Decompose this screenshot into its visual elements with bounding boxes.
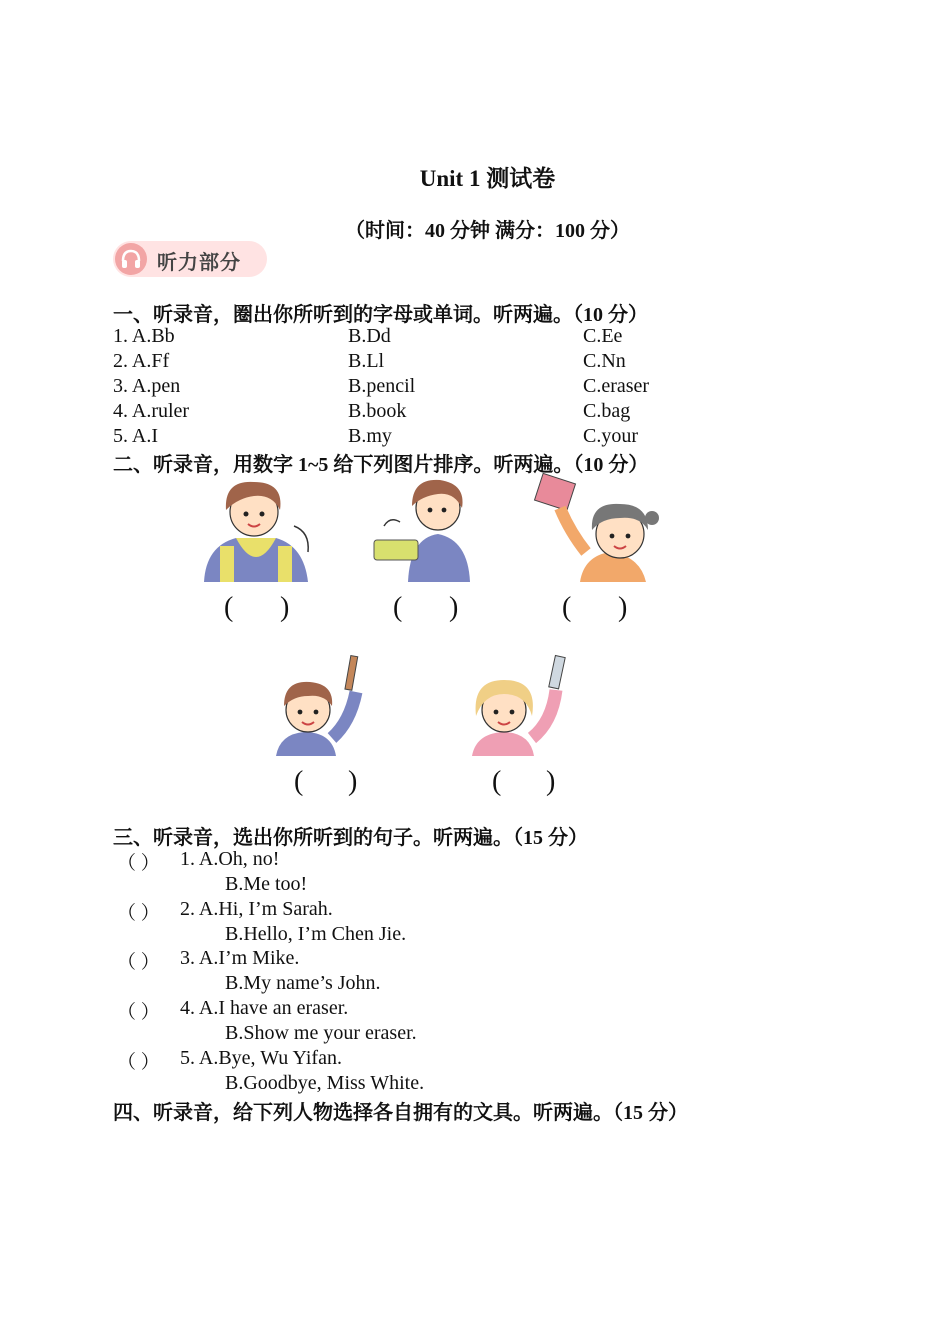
option-b[interactable]: B.pencil [348, 375, 416, 397]
section3-heading: 三、听录音，选出你所听到的句子。听两遍。（15 分） [113, 827, 588, 849]
sentence-option-b: B.My name’s John. [225, 972, 381, 994]
section2-heading: 二、听录音，用数字 1~5 给下列图片排序。听两遍。（10 分） [113, 454, 649, 476]
answer-bracket-close: ) [618, 592, 628, 623]
answer-bracket-close: ) [546, 766, 556, 797]
option-c[interactable]: C.your [583, 425, 638, 447]
sentence-option-a: 4. A.I have an eraser. [180, 997, 349, 1019]
option-a[interactable]: 5. A.I [113, 425, 158, 447]
option-a[interactable]: 1. A.Bb [113, 325, 175, 347]
boy-pencil-illustration [274, 652, 374, 756]
answer-bracket-open[interactable]: ( [393, 592, 403, 623]
answer-bracket-open[interactable]: ( [492, 766, 502, 797]
boy-pencil-case-illustration [368, 476, 474, 582]
option-b[interactable]: B.book [348, 400, 407, 422]
sentence-option-b: B.Show me your eraser. [225, 1022, 417, 1044]
option-b[interactable]: B.Ll [348, 350, 385, 372]
option-a[interactable]: 4. A.ruler [113, 400, 190, 422]
answer-bracket-open[interactable]: ( [562, 592, 572, 623]
answer-paren[interactable]: （ ） [117, 1052, 160, 1073]
option-b[interactable]: B.my [348, 425, 392, 447]
sentence-option-b: B.Goodbye, Miss White. [225, 1072, 425, 1094]
sentence-option-b: B.Me too! [225, 873, 308, 895]
answer-paren[interactable]: （ ） [117, 903, 160, 924]
answer-paren[interactable]: （ ） [117, 952, 160, 973]
sentence-option-a: 1. A.Oh, no! [180, 848, 280, 870]
answer-bracket-close: ) [449, 592, 459, 623]
answer-paren[interactable]: （ ） [117, 1002, 160, 1023]
sentence-option-b: B.Hello, I’m Chen Jie. [225, 923, 407, 945]
headphones-icon [115, 243, 147, 275]
answer-bracket-close: ) [348, 766, 358, 797]
option-c[interactable]: C.Ee [583, 325, 623, 347]
answer-bracket-close: ) [280, 592, 290, 623]
option-c[interactable]: C.Nn [583, 350, 626, 372]
sentence-option-a: 3. A.I’m Mike. [180, 947, 300, 969]
sentence-option-a: 5. A.Bye, Wu Yifan. [180, 1047, 342, 1069]
girl-book-illustration [530, 472, 664, 582]
option-c[interactable]: C.bag [583, 400, 631, 422]
section4-heading: 四、听录音，给下列人物选择各自拥有的文具。听两遍。（15 分） [113, 1102, 688, 1124]
girl-ruler-illustration [468, 652, 574, 756]
page-title: Unit 1 测试卷 [419, 166, 556, 191]
listening-badge [113, 241, 267, 277]
boy-backpack-illustration [196, 476, 316, 582]
badge-label: 听力部分 [157, 250, 241, 274]
option-c[interactable]: C.eraser [583, 375, 650, 397]
answer-bracket-open[interactable]: ( [294, 766, 304, 797]
option-a[interactable]: 2. A.Ff [113, 350, 170, 372]
answer-paren[interactable]: （ ） [117, 853, 160, 874]
sentence-option-a: 2. A.Hi, I’m Sarah. [180, 898, 333, 920]
answer-bracket-open[interactable]: ( [224, 592, 234, 623]
option-b[interactable]: B.Dd [348, 325, 391, 347]
section1-heading: 一、听录音，圈出你所听到的字母或单词。听两遍。（10 分） [113, 304, 648, 326]
page-subtitle: （时间：40 分钟 满分：100 分） [345, 220, 630, 242]
option-a[interactable]: 3. A.pen [113, 375, 181, 397]
